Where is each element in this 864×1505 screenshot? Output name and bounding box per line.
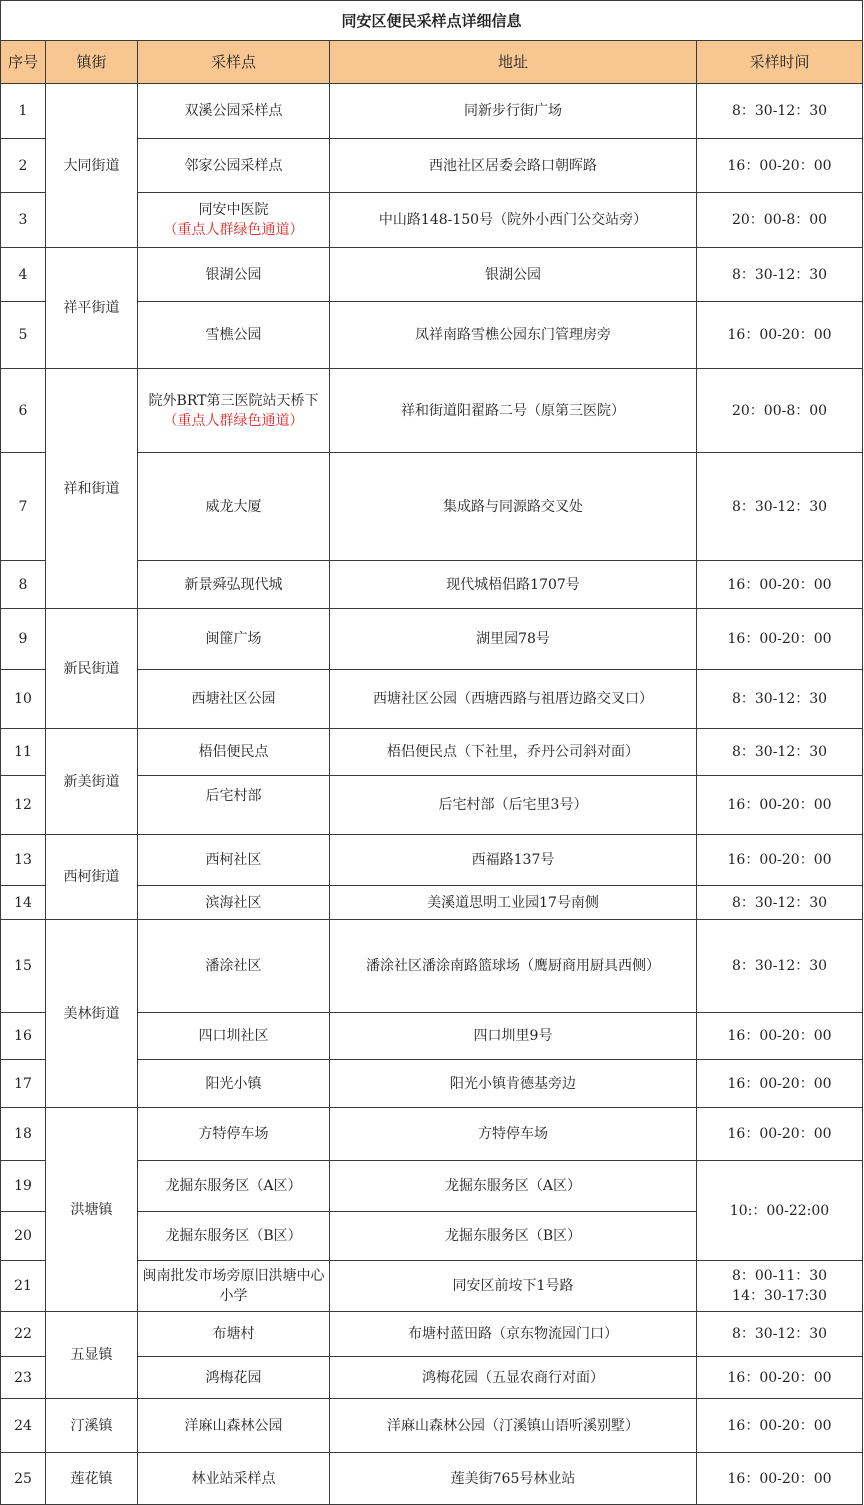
address-cell: 同安区前垵下1号路 bbox=[330, 1261, 697, 1312]
table-row bbox=[1, 835, 863, 886]
site-cell: 阳光小镇 bbox=[138, 1060, 330, 1108]
time-cell: 8：30-12：30 bbox=[697, 84, 863, 139]
row-no: 9 bbox=[1, 609, 46, 670]
street-cell: 美林街道 bbox=[46, 920, 138, 1108]
address-cell: 四口圳里9号 bbox=[330, 1013, 697, 1060]
site-cell: 滨海社区 bbox=[138, 886, 330, 920]
row-no: 21 bbox=[1, 1261, 46, 1312]
address-cell: 同新步行街广场 bbox=[330, 84, 697, 139]
site-cell: 方特停车场 bbox=[138, 1108, 330, 1161]
address-cell: 潘涂社区潘涂南路篮球场（鹰厨商用厨具西侧） bbox=[330, 920, 697, 1013]
time-cell: 20：00-8：00 bbox=[697, 369, 863, 453]
row-no: 7 bbox=[1, 453, 46, 561]
time-cell: 8：30-12：30 bbox=[697, 886, 863, 920]
street-cell: 新民街道 bbox=[46, 609, 138, 729]
table-row bbox=[1, 920, 863, 1013]
time-cell: 16：00-20：00 bbox=[697, 609, 863, 670]
header-time: 采样时间 bbox=[697, 41, 863, 84]
row-no: 20 bbox=[1, 1212, 46, 1261]
site-cell: 林业站采样点 bbox=[138, 1453, 330, 1505]
table-row bbox=[1, 729, 863, 776]
header-site: 采样点 bbox=[138, 41, 330, 84]
row-no: 19 bbox=[1, 1161, 46, 1212]
row-no: 1 bbox=[1, 84, 46, 139]
time-cell: 16：00-20：00 bbox=[697, 1013, 863, 1060]
street-cell: 莲花镇 bbox=[46, 1453, 138, 1505]
site-cell: 双溪公园采样点 bbox=[138, 84, 330, 139]
row-no: 18 bbox=[1, 1108, 46, 1161]
site-cell: 龙掘东服务区（A区） bbox=[138, 1161, 330, 1212]
street-cell: 祥平街道 bbox=[46, 248, 138, 369]
address-cell: 龙掘东服务区（A区） bbox=[330, 1161, 697, 1212]
row-no: 2 bbox=[1, 139, 46, 193]
row-no: 13 bbox=[1, 835, 46, 886]
time-cell: 8：30-12：30 bbox=[697, 920, 863, 1013]
address-cell: 阳光小镇肯德基旁边 bbox=[330, 1060, 697, 1108]
site-cell: 后宅村部 bbox=[138, 776, 330, 835]
address-cell: 布塘村蓝田路（京东物流园门口） bbox=[330, 1312, 697, 1357]
time-cell: 16：00-20：00 bbox=[697, 561, 863, 609]
row-no: 24 bbox=[1, 1399, 46, 1453]
table-row bbox=[1, 369, 863, 453]
priority-note: （重点人群绿色通道） bbox=[163, 222, 304, 238]
row-no: 11 bbox=[1, 729, 46, 776]
address-cell: 现代城梧侣路1707号 bbox=[330, 561, 697, 609]
street-cell: 大同街道 bbox=[46, 84, 138, 248]
header-no: 序号 bbox=[1, 41, 46, 84]
time-cell: 20：00-8：00 bbox=[697, 193, 863, 248]
address-cell: 西池社区居委会路口朝晖路 bbox=[330, 139, 697, 193]
address-cell: 后宅村部（后宅里3号） bbox=[330, 776, 697, 835]
site-cell: 洋麻山森林公园 bbox=[138, 1399, 330, 1453]
time-cell: 16：00-20：00 bbox=[697, 1060, 863, 1108]
site-cell: 布塘村 bbox=[138, 1312, 330, 1357]
address-cell: 龙掘东服务区（B区） bbox=[330, 1212, 697, 1261]
time-cell: 16：00-20：00 bbox=[697, 1453, 863, 1505]
street-cell: 新美街道 bbox=[46, 729, 138, 835]
time-cell: 16：00-20：00 bbox=[697, 302, 863, 369]
site-cell: 西塘社区公园 bbox=[138, 670, 330, 729]
time-line-1: 8：00-11：30 bbox=[731, 1268, 828, 1284]
row-no: 22 bbox=[1, 1312, 46, 1357]
site-cell: 四口圳社区 bbox=[138, 1013, 330, 1060]
site-cell: 邻家公园采样点 bbox=[138, 139, 330, 193]
address-cell: 祥和街道阳翟路二号（原第三医院） bbox=[330, 369, 697, 453]
time-cell: 8：30-12：30 bbox=[697, 1312, 863, 1357]
address-cell: 西福路137号 bbox=[330, 835, 697, 886]
row-no: 17 bbox=[1, 1060, 46, 1108]
row-no: 10 bbox=[1, 670, 46, 729]
time-cell: 16：00-20：00 bbox=[697, 1108, 863, 1161]
address-cell: 莲美街765号林业站 bbox=[330, 1453, 697, 1505]
table-row bbox=[1, 1108, 863, 1161]
row-no: 15 bbox=[1, 920, 46, 1013]
row-no: 25 bbox=[1, 1453, 46, 1505]
address-cell: 银湖公园 bbox=[330, 248, 697, 302]
table-row bbox=[1, 248, 863, 302]
row-no: 3 bbox=[1, 193, 46, 248]
table-row bbox=[1, 609, 863, 670]
address-cell: 中山路148-150号（院外小西门公交站旁） bbox=[330, 193, 697, 248]
address-cell: 鸿梅花园（五显农商行对面） bbox=[330, 1357, 697, 1399]
row-no: 5 bbox=[1, 302, 46, 369]
street-cell: 五显镇 bbox=[46, 1312, 138, 1399]
row-no: 23 bbox=[1, 1357, 46, 1399]
address-cell: 美溪道思明工业园17号南侧 bbox=[330, 886, 697, 920]
row-no: 14 bbox=[1, 886, 46, 920]
time-cell: 16：00-20：00 bbox=[697, 139, 863, 193]
header-street: 镇街 bbox=[46, 41, 138, 84]
time-cell bbox=[697, 1261, 863, 1312]
site-cell: 潘涂社区 bbox=[138, 920, 330, 1013]
site-cell bbox=[138, 369, 330, 453]
site-name: 院外BRT第三医院站天桥下 bbox=[148, 392, 319, 409]
time-cell: 16：00-20：00 bbox=[697, 776, 863, 835]
row-no: 12 bbox=[1, 776, 46, 835]
site-cell: 龙掘东服务区（B区） bbox=[138, 1212, 330, 1261]
table-row bbox=[1, 84, 863, 139]
site-cell: 雪樵公园 bbox=[138, 302, 330, 369]
time-cell: 8：30-12：30 bbox=[697, 453, 863, 561]
table-title: 同安区便民采样点详细信息 bbox=[1, 1, 863, 41]
table-row bbox=[1, 1399, 863, 1453]
time-cell: 8：30-12：30 bbox=[697, 248, 863, 302]
time-cell: 16：00-20：00 bbox=[697, 835, 863, 886]
address-cell: 集成路与同源路交叉处 bbox=[330, 453, 697, 561]
address-cell: 湖里园78号 bbox=[330, 609, 697, 670]
table-row bbox=[1, 1453, 863, 1505]
site-cell: 梧侣便民点 bbox=[138, 729, 330, 776]
address-cell: 凤祥南路雪樵公园东门管理房旁 bbox=[330, 302, 697, 369]
address-cell: 西塘社区公园（西塘西路与祖厝边路交叉口） bbox=[330, 670, 697, 729]
site-cell: 银湖公园 bbox=[138, 248, 330, 302]
site-cell: 鸿梅花园 bbox=[138, 1357, 330, 1399]
site-cell: 闽南批发市场旁原旧洪塘中心小学 bbox=[138, 1261, 330, 1312]
row-no: 8 bbox=[1, 561, 46, 609]
row-no: 4 bbox=[1, 248, 46, 302]
site-name: 同安中医院 bbox=[198, 202, 269, 218]
site-cell bbox=[138, 193, 330, 248]
row-no: 16 bbox=[1, 1013, 46, 1060]
time-cell: 8：30-12：30 bbox=[697, 729, 863, 776]
street-cell: 西柯街道 bbox=[46, 835, 138, 920]
address-cell: 方特停车场 bbox=[330, 1108, 697, 1161]
address-cell: 洋麻山森林公园（汀溪镇山语听溪别墅） bbox=[330, 1399, 697, 1453]
time-cell: 8：30-12：30 bbox=[697, 670, 863, 729]
street-cell: 汀溪镇 bbox=[46, 1399, 138, 1453]
header-address: 地址 bbox=[330, 41, 697, 84]
priority-note: （重点人群绿色通道） bbox=[163, 412, 304, 429]
address-cell: 梧侣便民点（下社里，乔丹公司斜对面） bbox=[330, 729, 697, 776]
time-cell: 16：00-20：00 bbox=[697, 1399, 863, 1453]
row-no: 6 bbox=[1, 369, 46, 453]
street-cell: 洪塘镇 bbox=[46, 1108, 138, 1312]
site-cell: 闽篚广场 bbox=[138, 609, 330, 670]
street-cell: 祥和街道 bbox=[46, 369, 138, 609]
site-cell: 新景舜弘现代城 bbox=[138, 561, 330, 609]
table-row bbox=[1, 1312, 863, 1357]
time-cell: 16：00-20：00 bbox=[697, 1357, 863, 1399]
time-cell: 10:：00-22:00 bbox=[697, 1161, 863, 1261]
site-cell: 威龙大厦 bbox=[138, 453, 330, 561]
site-cell: 西柯社区 bbox=[138, 835, 330, 886]
time-line-2: 14：30-17:30 bbox=[732, 1288, 827, 1304]
